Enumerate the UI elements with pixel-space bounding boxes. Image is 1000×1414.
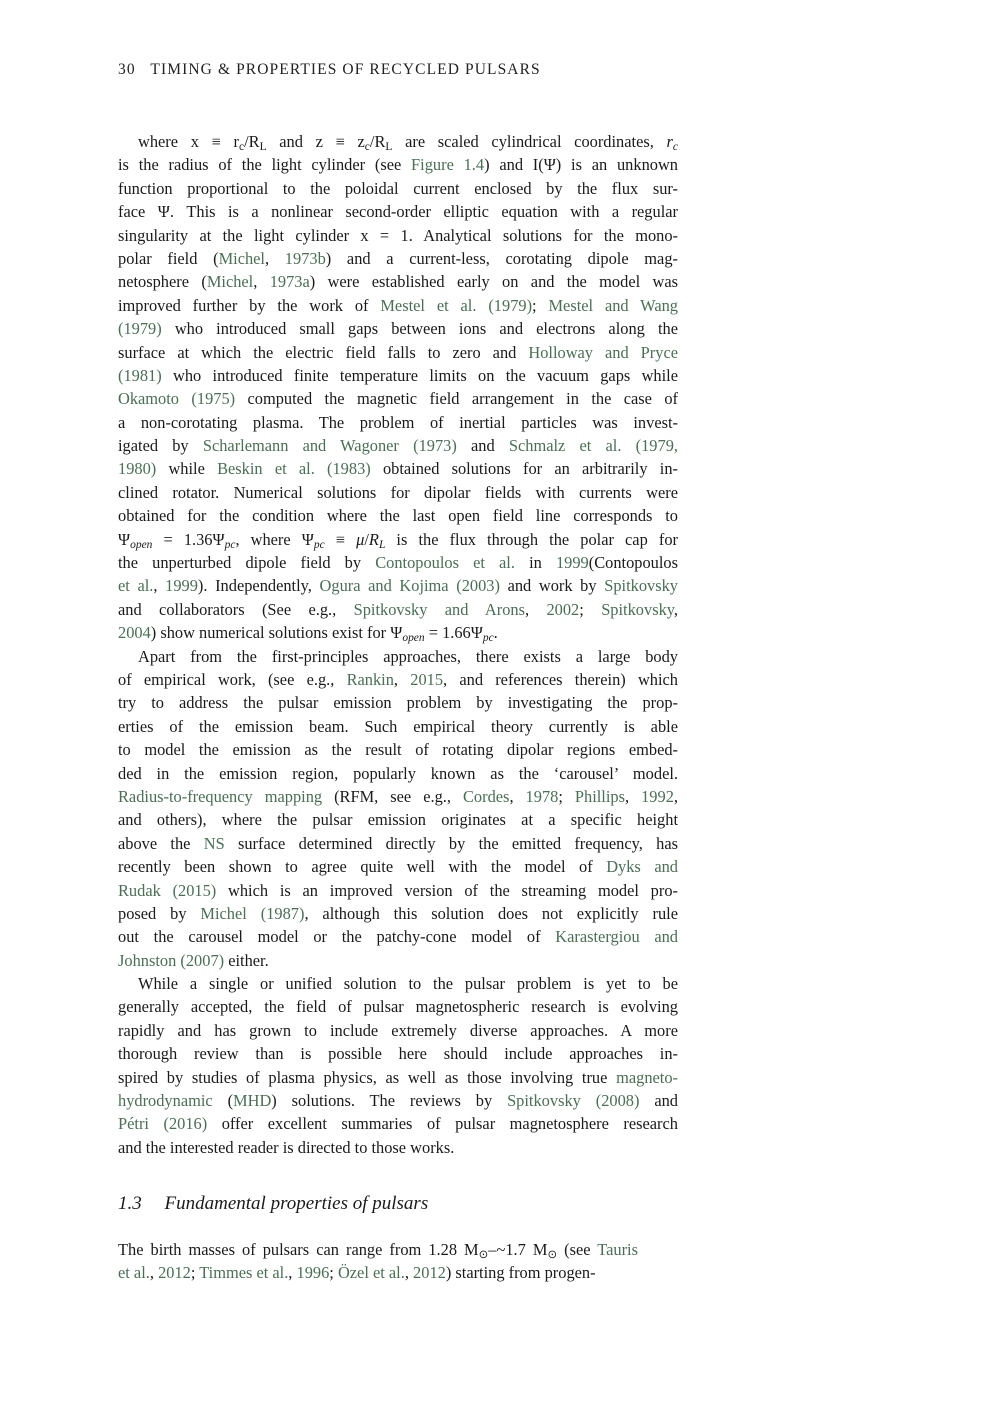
text-line: obtained for the condition where the last open field line corresponds to	[118, 506, 678, 526]
citation-link[interactable]: Spitkovsky and Arons	[353, 599, 525, 619]
citation-link[interactable]: Okamoto	[118, 389, 180, 409]
paragraph	[118, 645, 678, 972]
text-line: the unperturbed dipole field by Contopoulos et al. in 1999(Contopoulos	[118, 553, 678, 573]
text-line: of empirical work, (see e.g., Rankin, 2015, and references therein) which	[118, 669, 679, 689]
citation-link[interactable]: 2012	[413, 1263, 446, 1283]
citation-link[interactable]: MHD	[233, 1091, 272, 1111]
citation-link[interactable]: Pétri	[118, 1114, 149, 1134]
text-line: and collaborators (See e.g., Spitkovsky and Arons, 2002; Spitkovsky,	[118, 599, 679, 619]
text-line: improved further by the work of Mestel et al. (1979); Mestel and Wang	[118, 295, 678, 315]
text-line: Okamoto (1975) computed the magnetic field arrangement in the case of	[118, 389, 678, 409]
citation-link[interactable]: Michel	[218, 248, 265, 268]
running-header	[118, 61, 541, 79]
citation-link[interactable]: (1981)	[118, 365, 162, 385]
citation-link[interactable]: (2016)	[163, 1114, 208, 1134]
citation-link[interactable]: 1999	[165, 576, 198, 596]
citation-link[interactable]: Phillips	[574, 786, 625, 806]
paragraph	[118, 972, 678, 1159]
text-line: hydrodynamic (MHD) solutions. The reviews by Spitkovsky (2008) and	[118, 1091, 678, 1111]
citation-link[interactable]: magneto-	[616, 1067, 678, 1087]
text-line: out the carousel model or the patchy-cone model of Karastergiou and	[118, 927, 679, 947]
citation-link[interactable]: (1979)	[488, 295, 533, 315]
citation-link[interactable]: et al.	[118, 1263, 150, 1283]
text-line: where $x \equiv r_c/R_L$ and $z \equiv z_c/R_L$ are scaled cylindrical coordinates, $r_c$	[138, 132, 678, 153]
citation-link[interactable]: Mestel et al.	[380, 295, 477, 315]
text-line: face Ψ. This is a nonlinear second-order elliptic equation with a regular	[118, 202, 678, 222]
text-line: netosphere (Michel, 1973a) were established early on and the model was	[118, 272, 678, 292]
text-line: (1979) who introduced small gaps between ions and electrons along the	[118, 319, 678, 339]
text-line: recently been shown to agree quite well with the model of Dyks and	[118, 857, 678, 877]
citation-link[interactable]: Rankin	[346, 669, 394, 689]
citation-link[interactable]: Scharlemann and Wagoner	[202, 436, 399, 456]
text-line: The birth masses of pulsars can range from 1.28 $M_⊙-\sim 1.7$ $M_⊙$ (see Tauris	[118, 1240, 638, 1261]
citation-link[interactable]: Contopoulos et al.	[375, 553, 515, 573]
text-line: surface at which the electric field falls to zero and Holloway and Pryce	[118, 342, 678, 362]
citation-link[interactable]: (1983)	[327, 459, 371, 479]
citation-link[interactable]: Holloway and Pryce	[528, 342, 678, 362]
citation-link[interactable]: 2002	[546, 599, 580, 619]
citation-link[interactable]: et al.	[118, 576, 154, 596]
text-line: ded in the emission region, popularly known as the ‘carousel’ model.	[118, 763, 678, 783]
text-line: generally accepted, the field of pulsar magnetospheric research is evolving	[118, 997, 678, 1017]
section-number: 1.3	[118, 1193, 142, 1214]
citation-link[interactable]: 1996	[296, 1263, 330, 1283]
text-line: a non-corotating plasma. The problem of inertial particles was invest-	[118, 412, 678, 432]
text-line: (1981) who introduced finite temperature limits on the vacuum gaps while	[118, 365, 678, 385]
text-line: While a single or unified solution to the pulsar problem is yet to be	[138, 974, 678, 994]
citation-link[interactable]: (1979)	[118, 319, 162, 339]
text-line: and the interested reader is directed to those works.	[118, 1137, 455, 1157]
citation-link[interactable]: (2008)	[595, 1091, 640, 1111]
citation-link[interactable]: Michel	[200, 903, 247, 923]
citation-link[interactable]: (1979,	[635, 436, 678, 456]
citation-link[interactable]: (1975)	[191, 389, 236, 409]
citation-link[interactable]: Cordes	[463, 786, 510, 806]
citation-link[interactable]: (2015)	[172, 880, 217, 900]
text-line: to model the emission as the result of rotating dipolar regions embed-	[118, 740, 678, 760]
citation-link[interactable]: Dyks and	[606, 857, 678, 877]
text-line: try to address the pulsar emission problem by investigating the prop-	[118, 693, 678, 713]
text-line: is the radius of the light cylinder (see Figure 1.4) and I(Ψ) is an unknown	[118, 155, 678, 175]
text-line: erties of the emission beam. Such empirical theory currently is able	[118, 716, 678, 736]
text-line: Pétri (2016) offer excellent summaries of pulsar magnetosphere research	[118, 1114, 678, 1134]
citation-link[interactable]: hydrodynamic	[118, 1091, 213, 1111]
citation-link[interactable]: (1973)	[413, 436, 457, 456]
citation-link[interactable]: 1978	[525, 786, 559, 806]
text-line: singularity at the light cylinder x = 1. Analytical solutions for the mono-	[118, 225, 678, 245]
citation-link[interactable]: Mestel and Wang	[548, 295, 678, 315]
text-line: et al., 2012; Timmes et al., 1996; Özel et al., 2012) starting from progen-	[118, 1263, 596, 1283]
citation-link[interactable]: Johnston	[118, 950, 177, 970]
text-line: Rudak (2015) which is an improved version of the streaming model pro-	[118, 880, 678, 900]
citation-link[interactable]: 2015	[410, 669, 444, 689]
text-line: above the NS surface determined directly by the emitted frequency, has	[118, 833, 679, 853]
section-title: Fundamental properties of pulsars	[164, 1193, 429, 1214]
text-line: posed by Michel (1987), although this solution does not explicitly rule	[118, 903, 678, 923]
text-line: spired by studies of plasma physics, as well as those involving true magneto-	[118, 1067, 678, 1087]
text-line: clined rotator. Numerical solutions for dipolar fields with currents were	[118, 482, 678, 502]
text-line: Apart from the first-principles approaches, there exists a large body	[138, 646, 678, 666]
citation-link[interactable]: Spitkovsky	[601, 599, 674, 619]
text-line: polar field (Michel, 1973b) and a current-less, corotating dipole mag-	[118, 248, 678, 268]
citation-link[interactable]: Spitkovsky	[604, 576, 678, 596]
citation-link[interactable]: (2003)	[456, 576, 500, 596]
citation-link[interactable]: Spitkovsky	[507, 1091, 581, 1111]
citation-link[interactable]: Schmalz et al.	[508, 436, 622, 456]
body-text	[118, 130, 678, 1159]
text-line: 2004) show numerical solutions exist for $\Psi_{open} = 1.66\Psi_{pc}$.	[118, 623, 498, 645]
citation-link[interactable]: Michel	[206, 272, 254, 292]
citation-link[interactable]: Rudak	[118, 880, 161, 900]
text-line: igated by Scharlemann and Wagoner (1973) and Schmalz et al. (1979,	[118, 436, 678, 456]
citation-link[interactable]: 1992	[641, 786, 674, 806]
text-line: $\Psi_{open} = 1.36\Psi_{pc}$, where $\Psi_{pc} \equiv \mu/R_L$ is the flux through the polar cap for	[118, 529, 678, 551]
citation-link[interactable]: Özel et al.	[337, 1263, 405, 1283]
citation-link[interactable]: 1973b	[284, 248, 326, 268]
paragraph	[118, 130, 678, 645]
citation-link[interactable]: Beskin et al.	[217, 459, 315, 479]
citation-link[interactable]: NS	[203, 833, 225, 853]
section-text	[118, 1238, 638, 1285]
citation-link[interactable]: 2004	[118, 623, 151, 643]
section-heading	[118, 1193, 428, 1215]
citation-link[interactable]: (1987)	[260, 903, 305, 923]
running-title: TIMING & PROPERTIES OF RECYCLED PULSARS	[150, 61, 541, 78]
citation-link[interactable]: Tauris	[597, 1240, 638, 1259]
text-line: Radius-to-frequency mapping (RFM, see e.g., Cordes, 1978; Phillips, 1992,	[118, 786, 678, 806]
page-number: 30	[118, 61, 136, 78]
citation-link[interactable]: 1980)	[118, 459, 157, 479]
citation-link[interactable]: 1999	[555, 553, 589, 573]
text-line: et al., 1999). Independently, Ogura and Kojima (2003) and work by Spitkovsky	[118, 576, 678, 596]
citation-link[interactable]: Radius-to-frequency mapping	[118, 786, 323, 806]
text-line: function proportional to the poloidal current enclosed by the flux sur-	[118, 178, 678, 198]
text-line: 1980) while Beskin et al. (1983) obtained solutions for an arbitrarily in-	[118, 459, 678, 479]
text-line: thorough review than is possible here should include approaches in-	[118, 1044, 678, 1064]
citation-link[interactable]: 2012	[158, 1263, 191, 1283]
citation-link[interactable]: Karastergiou and	[555, 927, 679, 947]
text-line: rapidly and has grown to include extremely diverse approaches. A more	[118, 1020, 678, 1040]
text-line: Johnston (2007) either.	[118, 950, 269, 970]
citation-link[interactable]: Timmes et al.	[199, 1263, 289, 1283]
citation-link[interactable]: (2007)	[180, 950, 225, 970]
citation-link[interactable]: Figure 1.4	[411, 155, 485, 175]
citation-link[interactable]: Ogura and Kojima	[319, 576, 449, 596]
citation-link[interactable]: 1973a	[269, 272, 310, 292]
text-line: and others), where the pulsar emission originates at a specific height	[118, 810, 678, 830]
